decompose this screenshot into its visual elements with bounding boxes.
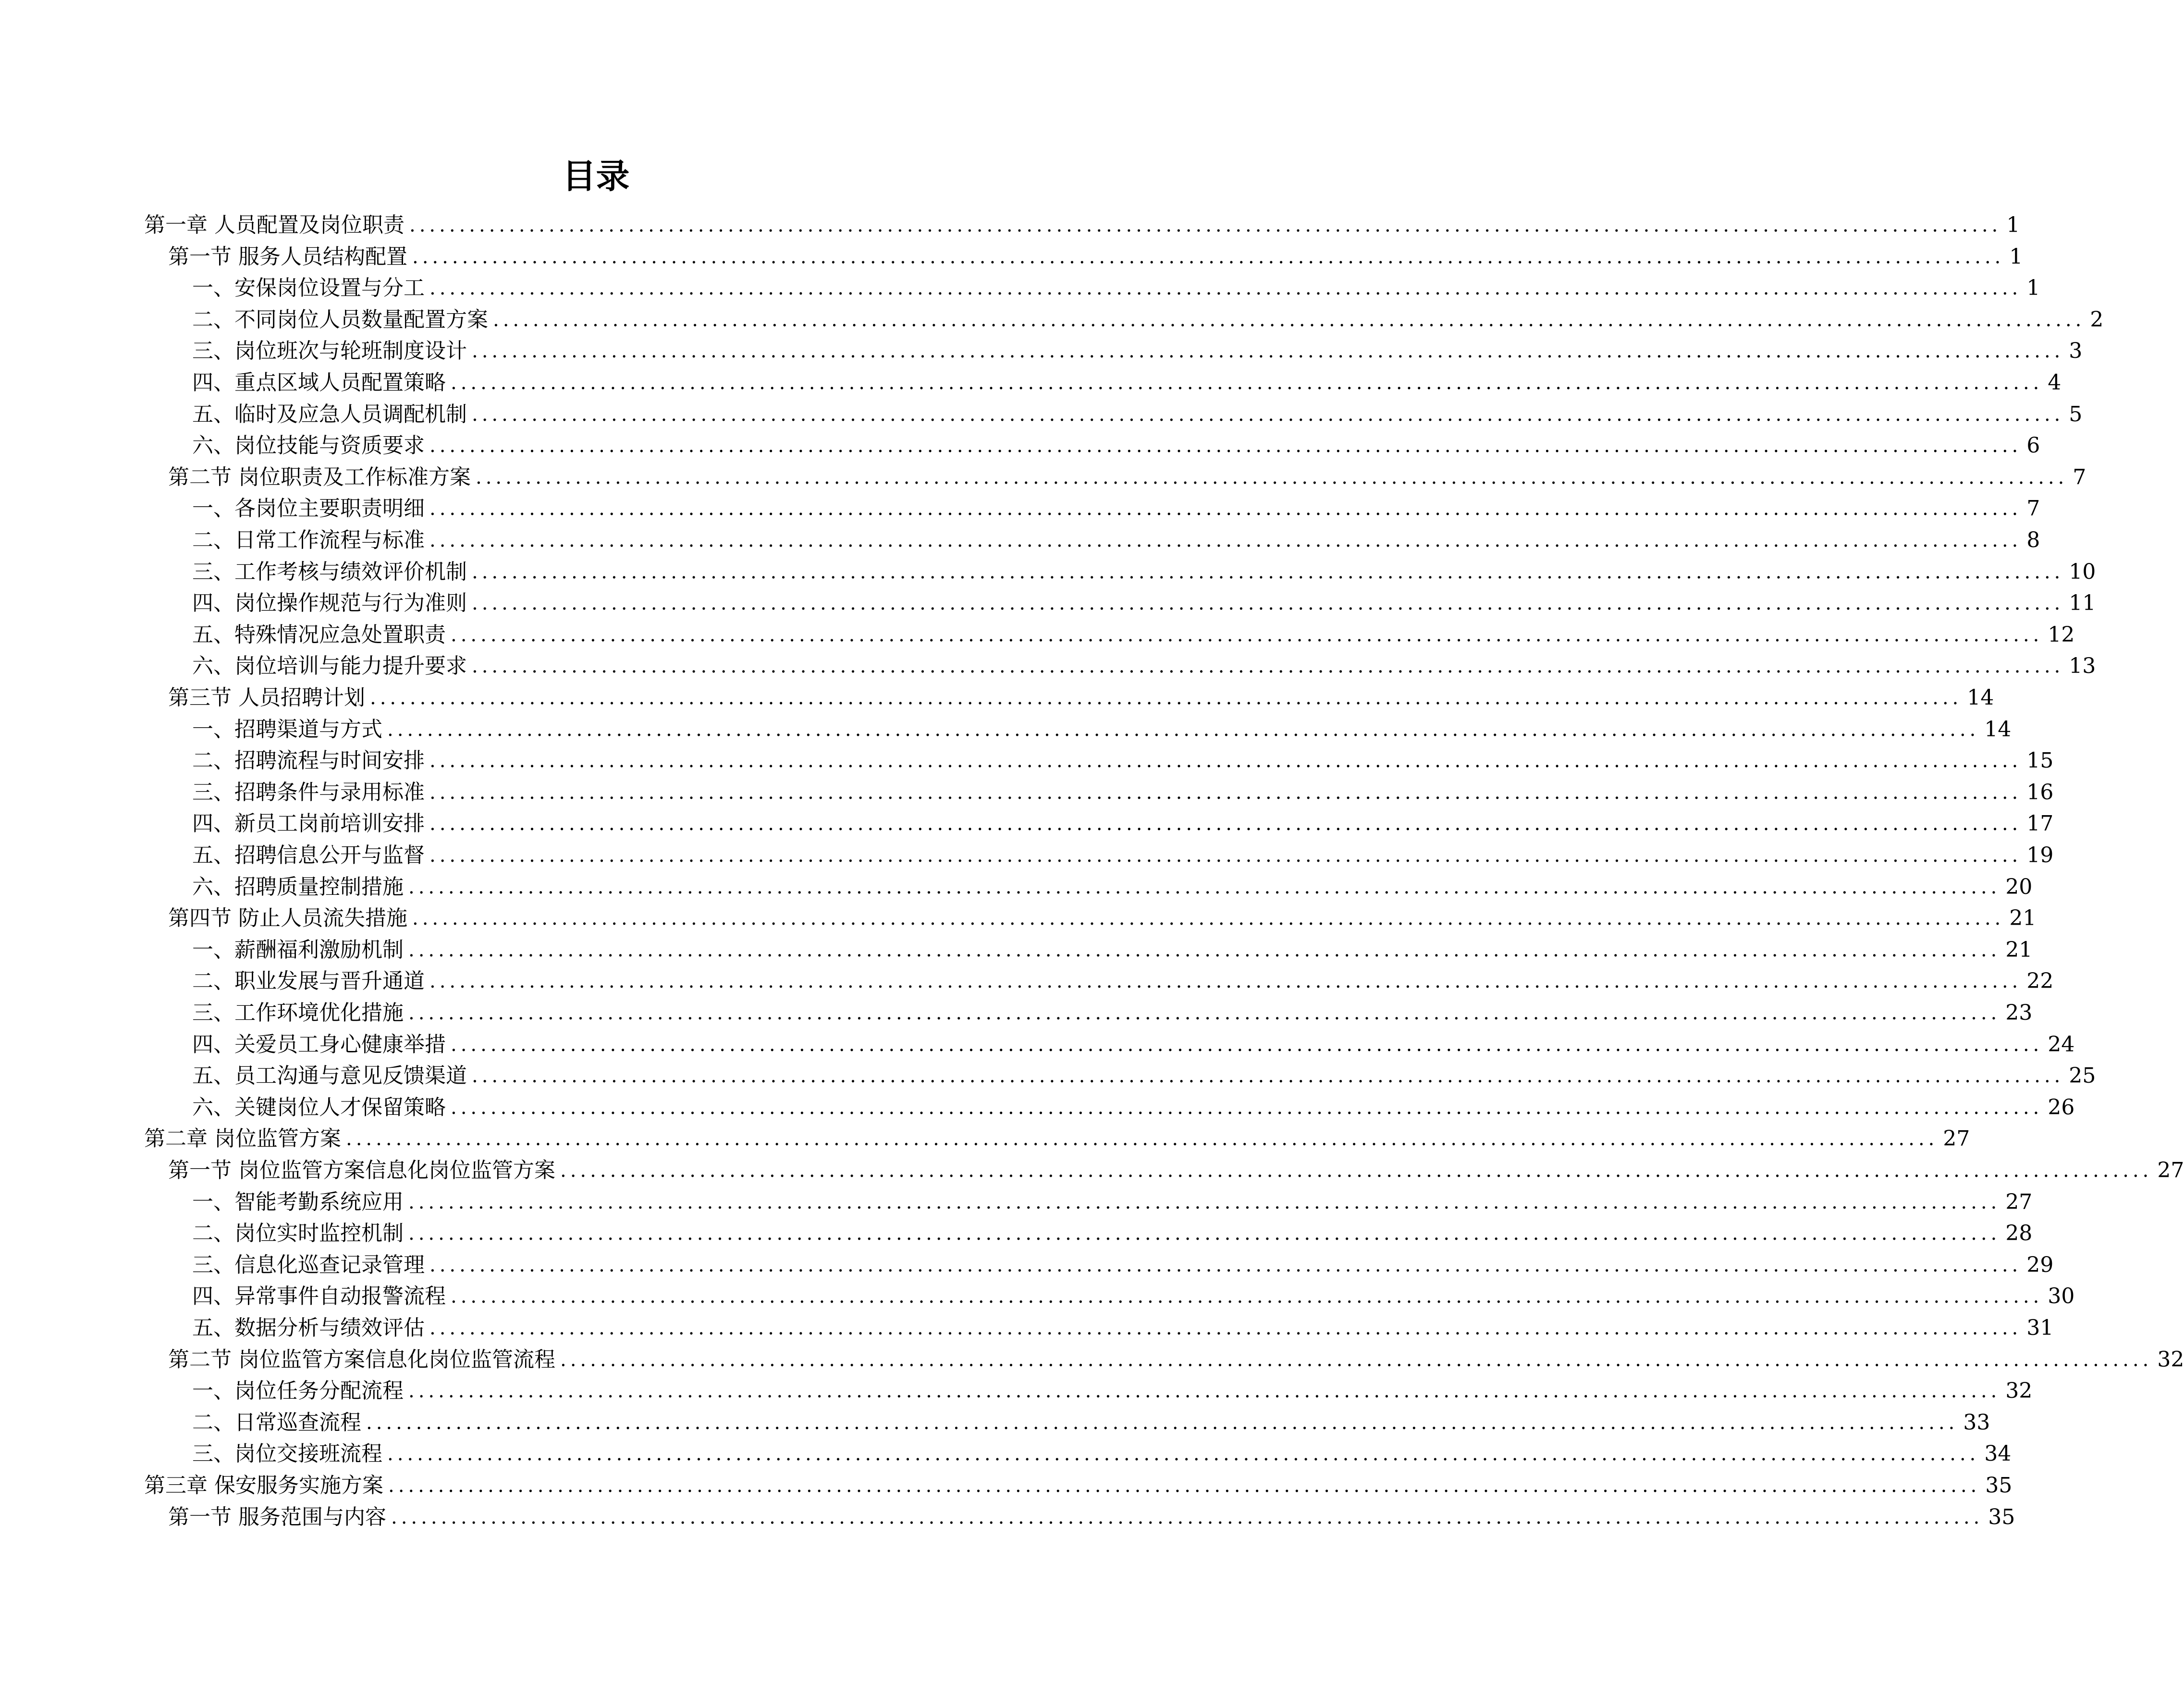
toc-page-number: 27 <box>2157 1158 2184 1183</box>
toc-dot-leader: ................................................................................................................................................................ <box>346 1128 1939 1150</box>
toc-page-number: 30 <box>2048 1284 2075 1308</box>
toc-page-number: 32 <box>2005 1379 2033 1403</box>
toc-item-entry[interactable] <box>192 747 2054 775</box>
toc-entry-title: 一、岗位任务分配流程 <box>192 1379 404 1403</box>
toc-item-entry[interactable] <box>192 967 2054 995</box>
toc-page-number: 33 <box>1963 1410 1990 1435</box>
toc-entry-title: 六、岗位技能与资质要求 <box>192 433 425 458</box>
toc-entry-title: 三、岗位交接班流程 <box>192 1441 382 1466</box>
toc-page-number: 1 <box>2026 276 2040 300</box>
toc-page-number: 16 <box>2026 780 2054 805</box>
toc-item-entry[interactable] <box>192 1440 2012 1468</box>
toc-dot-leader: ................................................................................................................................................................ <box>472 655 2064 677</box>
toc-entry-title: 六、招聘质量控制措施 <box>192 875 404 899</box>
toc-entry-title: 三、岗位班次与轮班制度设计 <box>192 339 467 363</box>
toc-page-number: 23 <box>2005 1001 2033 1025</box>
toc-dot-leader: ................................................................................................................................................................ <box>408 876 2001 898</box>
toc-dot-leader: ................................................................................................................................................................ <box>472 340 2064 362</box>
toc-page-number: 32 <box>2157 1347 2184 1372</box>
toc-item-entry[interactable] <box>192 1094 2075 1122</box>
toc-dot-leader: ................................................................................................................................................................ <box>451 1285 2043 1307</box>
toc-section-entry[interactable] <box>168 1503 2015 1531</box>
toc-dot-leader: ................................................................................................................................................................ <box>429 498 2022 520</box>
toc-item-entry[interactable] <box>192 274 2040 302</box>
toc-dot-leader: ................................................................................................................................................................ <box>451 372 2043 394</box>
toc-entry-title: 三、工作环境优化措施 <box>192 1001 404 1025</box>
toc-page-number: 17 <box>2026 811 2054 836</box>
toc-item-entry[interactable] <box>192 1220 2033 1247</box>
toc-page-number: 7 <box>2073 465 2086 489</box>
toc-item-entry[interactable] <box>192 526 2040 554</box>
toc-dot-leader: ................................................................................................................................................................ <box>408 939 2001 961</box>
toc-entry-title: 二、不同岗位人员数量配置方案 <box>192 307 488 332</box>
toc-page-number: 7 <box>2026 496 2040 521</box>
toc-dot-leader: ................................................................................................................................................................ <box>429 435 2022 457</box>
toc-entry-title: 五、特殊情况应急处置职责 <box>192 623 446 647</box>
toc-dot-leader: ................................................................................................................................................................ <box>472 561 2064 583</box>
toc-item-entry[interactable] <box>192 558 2096 586</box>
toc-page-number: 10 <box>2069 560 2096 584</box>
toc-entry-title: 第一节 服务人员结构配置 <box>168 244 407 269</box>
toc-page-number: 6 <box>2026 433 2040 458</box>
toc-dot-leader: ................................................................................................................................................................ <box>408 1380 2001 1402</box>
toc-item-entry[interactable] <box>192 495 2040 523</box>
toc-page-number: 8 <box>2026 528 2040 552</box>
toc-entry-title: 第三节 人员招聘计划 <box>168 685 365 710</box>
toc-page-number: 15 <box>2026 748 2054 773</box>
toc-dot-leader: ................................................................................................................................................................ <box>472 403 2064 426</box>
toc-dot-leader: ................................................................................................................................................................ <box>429 529 2022 551</box>
toc-dot-leader: ................................................................................................................................................................ <box>429 970 2022 992</box>
toc-page-number: 3 <box>2069 339 2083 363</box>
toc-entry-title: 一、智能考勤系统应用 <box>192 1190 404 1214</box>
toc-page-number: 1 <box>2009 244 2023 269</box>
toc-entry-title: 四、异常事件自动报警流程 <box>192 1284 446 1308</box>
toc-entry-title: 六、岗位培训与能力提升要求 <box>192 654 467 678</box>
toc-dot-leader: ................................................................................................................................................................ <box>408 1002 2001 1024</box>
toc-section-entry[interactable] <box>168 464 2086 491</box>
toc-chapter-entry[interactable] <box>144 1125 1970 1153</box>
toc-entry-title: 五、招聘信息公开与监督 <box>192 843 425 867</box>
toc-item-entry[interactable] <box>192 1251 2054 1279</box>
toc-dot-leader: ................................................................................................................................................................ <box>429 813 2022 835</box>
toc-dot-leader: ................................................................................................................................................................ <box>387 719 1980 741</box>
toc-entry-title: 第二章 岗位监管方案 <box>144 1126 341 1151</box>
toc-dot-leader: ................................................................................................................................................................ <box>429 1317 2022 1339</box>
toc-dot-leader: ................................................................................................................................................................ <box>408 1222 2001 1245</box>
toc-entry-title: 第一节 服务范围与内容 <box>168 1505 386 1529</box>
toc-page-number: 24 <box>2048 1032 2075 1057</box>
toc-item-entry[interactable] <box>192 1282 2075 1310</box>
toc-entry-title: 五、临时及应急人员调配机制 <box>192 402 467 427</box>
toc-page-number: 5 <box>2069 402 2083 427</box>
toc-dot-leader: ................................................................................................................................................................ <box>429 781 2022 804</box>
toc-item-entry[interactable] <box>192 842 2054 869</box>
toc-entry-title: 五、数据分析与绩效评估 <box>192 1316 425 1340</box>
toc-entry-title: 五、员工沟通与意见反馈渠道 <box>192 1063 467 1088</box>
toc-entry-title: 第一章 人员配置及岗位职责 <box>144 213 405 237</box>
toc-page-number: 22 <box>2026 969 2054 993</box>
toc-page-number: 26 <box>2048 1095 2075 1120</box>
toc-entry-title: 第四节 防止人员流失措施 <box>168 906 407 930</box>
toc-dot-leader: ................................................................................................................................................................ <box>429 844 2022 867</box>
toc-page-number: 35 <box>1985 1473 2012 1498</box>
toc-page-number: 35 <box>1988 1505 2015 1529</box>
toc-page-number: 21 <box>2009 906 2037 930</box>
toc-page-number: 14 <box>1967 685 1994 710</box>
toc-item-entry[interactable] <box>192 1031 2075 1059</box>
toc-dot-leader: ................................................................................................................................................................ <box>451 624 2043 646</box>
toc-page-number: 19 <box>2026 843 2054 867</box>
toc-page-number: 31 <box>2026 1316 2054 1340</box>
toc-item-entry[interactable] <box>192 779 2054 806</box>
toc-item-entry[interactable] <box>192 810 2054 838</box>
toc-item-entry[interactable] <box>192 621 2075 649</box>
toc-item-entry[interactable] <box>192 1062 2096 1090</box>
toc-item-entry[interactable] <box>192 432 2040 460</box>
toc-page-number: 25 <box>2069 1063 2096 1088</box>
toc-entry-title: 一、安保岗位设置与分工 <box>192 276 425 300</box>
toc-page-number: 1 <box>2006 213 2020 237</box>
page-title: 目录 <box>562 157 630 196</box>
toc-item-entry[interactable] <box>192 652 2096 680</box>
toc-page-number: 2 <box>2090 307 2104 332</box>
toc-dot-leader: ................................................................................................................................................................ <box>408 1191 2001 1213</box>
toc-section-entry[interactable] <box>168 1346 2184 1374</box>
toc-dot-leader: ................................................................................................................................................................ <box>412 246 2005 268</box>
toc-page-number: 20 <box>2005 875 2033 899</box>
toc-entry-title: 四、岗位操作规范与行为准则 <box>192 591 467 615</box>
toc-entry-title: 四、重点区域人员配置策略 <box>192 370 446 395</box>
toc-item-entry[interactable] <box>192 589 2096 617</box>
toc-page-number: 34 <box>1984 1441 2012 1466</box>
toc-dot-leader: ................................................................................................................................................................ <box>412 907 2005 929</box>
toc-dot-leader: ................................................................................................................................................................ <box>391 1506 1984 1528</box>
toc-dot-leader: ................................................................................................................................................................ <box>451 1034 2043 1056</box>
toc-dot-leader: ................................................................................................................................................................ <box>409 214 2002 236</box>
toc-dot-leader: ................................................................................................................................................................ <box>370 687 1963 709</box>
toc-entry-title: 第二节 岗位监管方案信息化岗位监管流程 <box>168 1347 555 1372</box>
toc-entry-title: 二、岗位实时监控机制 <box>192 1221 404 1245</box>
toc-entry-title: 第二节 岗位职责及工作标准方案 <box>168 465 471 489</box>
toc-entry-title: 二、日常工作流程与标准 <box>192 528 425 552</box>
toc-entry-title: 第一节 岗位监管方案信息化岗位监管方案 <box>168 1158 555 1183</box>
toc-page-number: 27 <box>2005 1190 2033 1214</box>
toc-entry-title: 四、关爱员工身心健康举措 <box>192 1032 446 1057</box>
toc-dot-leader: ................................................................................................................................................................ <box>429 1254 2022 1276</box>
toc-entry-title: 三、工作考核与绩效评价机制 <box>192 560 467 584</box>
toc-page-number: 11 <box>2069 591 2096 615</box>
toc-dot-leader: ................................................................................................................................................................ <box>493 309 2086 331</box>
toc-chapter-entry[interactable] <box>144 211 2020 239</box>
toc-page-number: 12 <box>2048 623 2075 647</box>
toc-entry-title: 二、日常巡查流程 <box>192 1410 361 1435</box>
toc-section-entry[interactable] <box>168 684 1994 712</box>
toc-item-entry[interactable] <box>192 1188 2033 1216</box>
toc-entry-title: 二、职业发展与晋升通道 <box>192 969 425 993</box>
toc-dot-leader: ................................................................................................................................................................ <box>472 1065 2064 1087</box>
toc-page-number: 4 <box>2048 370 2061 395</box>
toc-entry-title: 三、招聘条件与录用标准 <box>192 780 425 805</box>
toc-item-entry[interactable] <box>192 306 2104 334</box>
toc-dot-leader: ................................................................................................................................................................ <box>451 1097 2043 1119</box>
toc-entry-title: 三、信息化巡查记录管理 <box>192 1253 425 1277</box>
toc-item-entry[interactable] <box>192 1409 1990 1437</box>
toc-item-entry[interactable] <box>192 716 2012 744</box>
toc-entry-title: 一、薪酬福利激励机制 <box>192 938 404 962</box>
toc-page-number: 29 <box>2026 1253 2054 1277</box>
toc-dot-leader: ................................................................................................................................................................ <box>472 592 2064 614</box>
toc-page-number: 13 <box>2069 654 2096 678</box>
toc-item-entry[interactable] <box>192 1314 2054 1342</box>
toc-dot-leader: ................................................................................................................................................................ <box>429 750 2022 772</box>
toc-page-number: 28 <box>2005 1221 2033 1245</box>
toc-section-entry[interactable] <box>168 1157 2184 1184</box>
toc-item-entry[interactable] <box>192 369 2061 397</box>
toc-chapter-entry[interactable] <box>144 1472 2012 1500</box>
toc-item-entry[interactable] <box>192 1377 2033 1405</box>
toc-entry-title: 一、招聘渠道与方式 <box>192 717 382 742</box>
toc-page-number: 27 <box>1943 1126 1970 1151</box>
toc-entry-title: 六、关键岗位人才保留策略 <box>192 1095 446 1120</box>
toc-entry-title: 第三章 保安服务实施方案 <box>144 1473 383 1498</box>
toc-dot-leader: ................................................................................................................................................................ <box>388 1475 1981 1497</box>
toc-section-entry[interactable] <box>168 243 2023 271</box>
toc-item-entry[interactable] <box>192 999 2033 1027</box>
toc-dot-leader: ................................................................................................................................................................ <box>560 1160 2153 1182</box>
toc-entry-title: 二、招聘流程与时间安排 <box>192 748 425 773</box>
toc-dot-leader: ................................................................................................................................................................ <box>476 466 2068 488</box>
toc-dot-leader: ................................................................................................................................................................ <box>560 1349 2153 1371</box>
toc-dot-leader: ................................................................................................................................................................ <box>366 1412 1959 1434</box>
toc-dot-leader: ................................................................................................................................................................ <box>429 277 2022 299</box>
toc-item-entry[interactable] <box>192 873 2033 901</box>
toc-item-entry[interactable] <box>192 936 2033 964</box>
toc-entry-title: 一、各岗位主要职责明细 <box>192 496 425 521</box>
toc-item-entry[interactable] <box>192 337 2083 365</box>
toc-dot-leader: ................................................................................................................................................................ <box>387 1443 1980 1465</box>
toc-page-number: 14 <box>1984 717 2012 742</box>
toc-entry-title: 四、新员工岗前培训安排 <box>192 811 425 836</box>
toc-item-entry[interactable] <box>192 401 2083 428</box>
toc-page-number: 21 <box>2005 938 2033 962</box>
toc-section-entry[interactable] <box>168 904 2037 932</box>
